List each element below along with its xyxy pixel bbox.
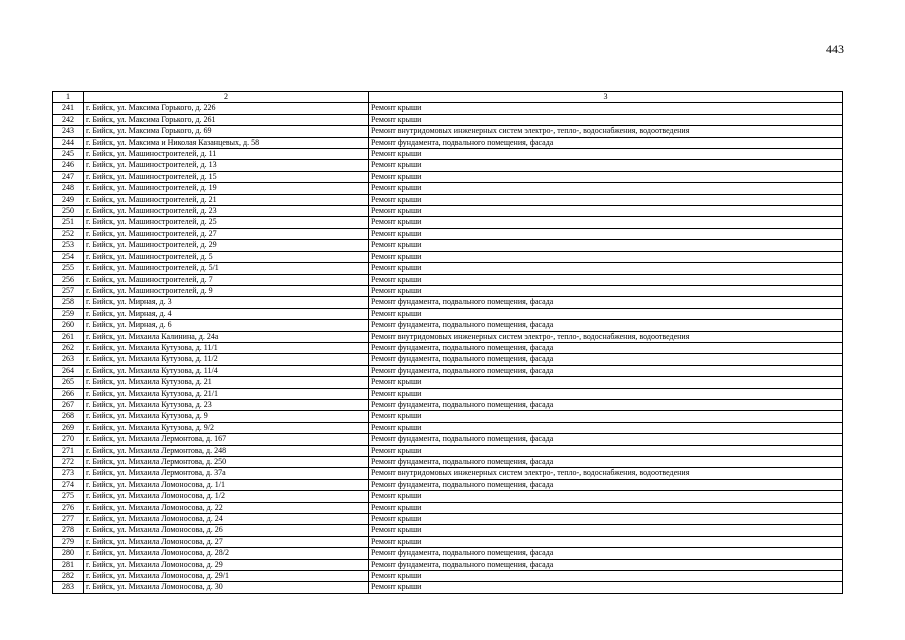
row-number: 272 [53,457,84,468]
row-address: г. Бийск, ул. Михаила Кутузова, д. 11/2 [84,354,369,365]
row-address: г. Бийск, ул. Машиностроителей, д. 7 [84,274,369,285]
row-number: 243 [53,126,84,137]
row-address: г. Бийск, ул. Михаила Кутузова, д. 11/1 [84,342,369,353]
row-address: г. Бийск, ул. Михаила Кутузова, д. 11/4 [84,365,369,376]
table-header-row [53,92,843,103]
row-number: 253 [53,240,84,251]
row-repair-type: Ремонт крыши [369,411,843,422]
row-number: 244 [53,137,84,148]
row-number: 279 [53,536,84,547]
row-number: 283 [53,582,84,593]
column-header-1: 1 [53,92,84,103]
row-address: г. Бийск, ул. Михаила Кутузова, д. 9 [84,411,369,422]
table-row [53,399,843,410]
row-address: г. Бийск, ул. Максима Горького, д. 69 [84,126,369,137]
table-row [53,114,843,125]
table-body [53,103,843,593]
row-address: г. Бийск, ул. Машиностроителей, д. 25 [84,217,369,228]
column-header-3: 3 [369,92,843,103]
row-address: г. Бийск, ул. Машиностроителей, д. 21 [84,194,369,205]
row-repair-type: Ремонт крыши [369,103,843,114]
row-number: 248 [53,183,84,194]
row-address: г. Бийск, ул. Михаила Лермонтова, д. 167 [84,434,369,445]
table-row [53,536,843,547]
table-row [53,126,843,137]
row-number: 256 [53,274,84,285]
row-address: г. Бийск, ул. Максима и Николая Казанцевых, д. 58 [84,137,369,148]
row-address: г. Бийск, ул. Михаила Лермонтова, д. 250 [84,457,369,468]
table-row [53,525,843,536]
row-repair-type: Ремонт внутридомовых инженерных систем электро-, тепло-, водоснабжения, водоотведения [369,331,843,342]
table-row [53,171,843,182]
row-repair-type: Ремонт крыши [369,194,843,205]
row-number: 259 [53,308,84,319]
row-address: г. Бийск, ул. Михаила Кутузова, д. 23 [84,399,369,410]
row-address: г. Бийск, ул. Машиностроителей, д. 9 [84,285,369,296]
table-row [53,149,843,160]
row-number: 281 [53,559,84,570]
table-row [53,194,843,205]
table-row [53,571,843,582]
table-row [53,468,843,479]
row-address: г. Бийск, ул. Михаила Ломоносова, д. 24 [84,514,369,525]
row-address: г. Бийск, ул. Мирная, д. 6 [84,320,369,331]
row-number: 257 [53,285,84,296]
table-row [53,228,843,239]
table-row [53,297,843,308]
table-row [53,103,843,114]
row-address: г. Бийск, ул. Михаила Ломоносова, д. 1/1 [84,479,369,490]
row-repair-type: Ремонт крыши [369,308,843,319]
row-repair-type: Ремонт крыши [369,217,843,228]
row-repair-type: Ремонт фундамента, подвального помещения, фасада [369,399,843,410]
row-address: г. Бийск, ул. Михаила Ломоносова, д. 27 [84,536,369,547]
repair-register-table [52,91,843,594]
row-address: г. Бийск, ул. Машиностроителей, д. 27 [84,228,369,239]
row-address: г. Бийск, ул. Машиностроителей, д. 15 [84,171,369,182]
row-address: г. Бийск, ул. Мирная, д. 3 [84,297,369,308]
column-header-2: 2 [84,92,369,103]
row-address: г. Бийск, ул. Михаила Ломоносова, д. 1/2 [84,491,369,502]
table-row [53,137,843,148]
table-row [53,160,843,171]
row-number: 275 [53,491,84,502]
table-row [53,206,843,217]
row-number: 265 [53,377,84,388]
table-row [53,365,843,376]
row-repair-type: Ремонт крыши [369,422,843,433]
row-number: 250 [53,206,84,217]
table-row [53,559,843,570]
row-repair-type: Ремонт фундамента, подвального помещения, фасада [369,320,843,331]
row-address: г. Бийск, ул. Машиностроителей, д. 23 [84,206,369,217]
table-row [53,342,843,353]
table-row [53,240,843,251]
row-address: г. Бийск, ул. Михаила Ломоносова, д. 26 [84,525,369,536]
table-row [53,274,843,285]
table-row [53,388,843,399]
row-repair-type: Ремонт фундамента, подвального помещения, фасада [369,559,843,570]
table-row [53,308,843,319]
row-number: 271 [53,445,84,456]
row-repair-type: Ремонт фундамента, подвального помещения, фасада [369,457,843,468]
row-number: 247 [53,171,84,182]
row-address: г. Бийск, ул. Михаила Ломоносова, д. 28/2 [84,548,369,559]
row-number: 254 [53,251,84,262]
table-row [53,377,843,388]
row-number: 260 [53,320,84,331]
table-row [53,422,843,433]
row-repair-type: Ремонт крыши [369,206,843,217]
row-repair-type: Ремонт крыши [369,445,843,456]
table-row [53,183,843,194]
row-number: 252 [53,228,84,239]
row-repair-type: Ремонт фундамента, подвального помещения, фасада [369,342,843,353]
table-row [53,263,843,274]
table-row [53,582,843,593]
row-address: г. Бийск, ул. Машиностроителей, д. 19 [84,183,369,194]
row-number: 276 [53,502,84,513]
row-number: 251 [53,217,84,228]
row-address: г. Бийск, ул. Михаила Ломоносова, д. 30 [84,582,369,593]
row-number: 267 [53,399,84,410]
row-repair-type: Ремонт крыши [369,525,843,536]
row-number: 282 [53,571,84,582]
row-repair-type: Ремонт крыши [369,183,843,194]
row-repair-type: Ремонт крыши [369,263,843,274]
row-repair-type: Ремонт крыши [369,571,843,582]
row-repair-type: Ремонт внутридомовых инженерных систем электро-, тепло-, водоснабжения, водоотведения [369,468,843,479]
row-repair-type: Ремонт крыши [369,491,843,502]
row-address: г. Бийск, ул. Михаила Ломоносова, д. 29/1 [84,571,369,582]
row-address: г. Бийск, ул. Максима Горького, д. 261 [84,114,369,125]
row-number: 273 [53,468,84,479]
row-repair-type: Ремонт крыши [369,582,843,593]
row-number: 241 [53,103,84,114]
row-repair-type: Ремонт крыши [369,114,843,125]
row-number: 266 [53,388,84,399]
table-row [53,434,843,445]
row-number: 270 [53,434,84,445]
table-row [53,445,843,456]
row-address: г. Бийск, ул. Михаила Лермонтова, д. 37а [84,468,369,479]
row-repair-type: Ремонт крыши [369,171,843,182]
row-address: г. Бийск, ул. Машиностроителей, д. 29 [84,240,369,251]
row-repair-type: Ремонт внутридомовых инженерных систем электро-, тепло-, водоснабжения, водоотведения [369,126,843,137]
row-number: 278 [53,525,84,536]
row-repair-type: Ремонт фундамента, подвального помещения, фасада [369,354,843,365]
row-address: г. Бийск, ул. Михаила Калинина, д. 24а [84,331,369,342]
row-number: 280 [53,548,84,559]
row-number: 242 [53,114,84,125]
row-repair-type: Ремонт крыши [369,502,843,513]
row-address: г. Бийск, ул. Мирная, д. 4 [84,308,369,319]
row-repair-type: Ремонт фундамента, подвального помещения, фасада [369,548,843,559]
row-number: 255 [53,263,84,274]
table-row [53,548,843,559]
row-address: г. Бийск, ул. Михаила Кутузова, д. 21 [84,377,369,388]
table-row [53,217,843,228]
row-repair-type: Ремонт крыши [369,240,843,251]
row-number: 269 [53,422,84,433]
row-number: 264 [53,365,84,376]
row-address: г. Бийск, ул. Михаила Кутузова, д. 21/1 [84,388,369,399]
row-address: г. Бийск, ул. Машиностроителей, д. 11 [84,149,369,160]
table-row [53,285,843,296]
table-row [53,411,843,422]
row-number: 268 [53,411,84,422]
row-repair-type: Ремонт крыши [369,536,843,547]
row-address: г. Бийск, ул. Михаила Лермонтова, д. 248 [84,445,369,456]
page-number: 443 [826,42,844,56]
row-address: г. Бийск, ул. Максима Горького, д. 226 [84,103,369,114]
row-number: 249 [53,194,84,205]
row-repair-type: Ремонт крыши [369,514,843,525]
row-repair-type: Ремонт крыши [369,160,843,171]
row-number: 261 [53,331,84,342]
row-repair-type: Ремонт крыши [369,274,843,285]
row-repair-type: Ремонт фундамента, подвального помещения, фасада [369,434,843,445]
table-row [53,491,843,502]
row-address: г. Бийск, ул. Машиностроителей, д. 5 [84,251,369,262]
row-address: г. Бийск, ул. Машиностроителей, д. 13 [84,160,369,171]
row-number: 277 [53,514,84,525]
row-repair-type: Ремонт крыши [369,285,843,296]
table-row [53,320,843,331]
row-repair-type: Ремонт крыши [369,228,843,239]
row-address: г. Бийск, ул. Машиностроителей, д. 5/1 [84,263,369,274]
row-repair-type: Ремонт крыши [369,377,843,388]
row-repair-type: Ремонт крыши [369,388,843,399]
row-repair-type: Ремонт фундамента, подвального помещения, фасада [369,297,843,308]
row-address: г. Бийск, ул. Михаила Ломоносова, д. 29 [84,559,369,570]
row-number: 262 [53,342,84,353]
row-repair-type: Ремонт фундамента, подвального помещения, фасада [369,365,843,376]
row-repair-type: Ремонт фундамента, подвального помещения, фасада [369,479,843,490]
row-number: 258 [53,297,84,308]
row-number: 274 [53,479,84,490]
table-row [53,251,843,262]
table-row [53,514,843,525]
row-repair-type: Ремонт крыши [369,149,843,160]
table-row [53,502,843,513]
row-repair-type: Ремонт крыши [369,251,843,262]
row-number: 245 [53,149,84,160]
row-number: 246 [53,160,84,171]
table-row [53,479,843,490]
table-row [53,457,843,468]
row-address: г. Бийск, ул. Михаила Ломоносова, д. 22 [84,502,369,513]
table-row [53,331,843,342]
row-number: 263 [53,354,84,365]
row-repair-type: Ремонт фундамента, подвального помещения, фасада [369,137,843,148]
table-row [53,354,843,365]
row-address: г. Бийск, ул. Михаила Кутузова, д. 9/2 [84,422,369,433]
